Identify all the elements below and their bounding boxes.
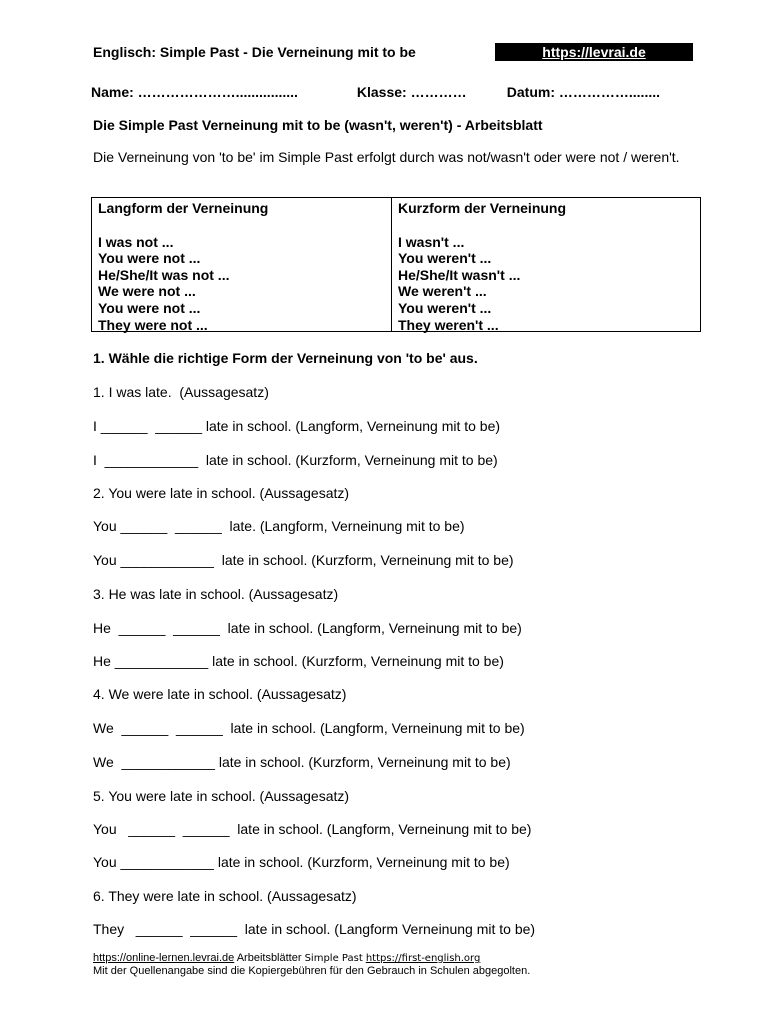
fill-in-line[interactable]: I ____________ late in school. (Kurzform, Verneinung mit to be) (93, 452, 498, 468)
short-form-column (392, 198, 700, 331)
name-field[interactable]: Name: …………………................ (91, 84, 298, 100)
fill-in-line[interactable]: I ______ ______ late in school. (Langform, Verneinung mit to be) (93, 418, 501, 434)
long-form-row: He/She/It was not ... (98, 266, 230, 283)
prompt-sentence: 2. You were late in school. (Aussagesatz) (93, 485, 350, 501)
header-website-link[interactable]: https://levrai.de (495, 43, 693, 61)
long-form-column (92, 198, 392, 331)
short-form-row: He/She/It wasn't ... (398, 266, 521, 283)
long-form-row: You were not ... (98, 250, 201, 267)
fill-in-line[interactable]: We ____________ late in school. (Kurzform, Verneinung mit to be) (93, 754, 511, 770)
short-form-row: You weren't ... (398, 250, 492, 267)
short-form-row: You weren't ... (398, 299, 492, 316)
exercise-heading: 1. Wähle die richtige Form der Verneinung von 'to be' aus. (93, 350, 478, 366)
long-form-row: I was not ... (98, 233, 174, 250)
fill-in-line[interactable]: You ____________ late in school. (Kurzform, Verneinung mit to be) (93, 552, 514, 568)
student-info-row (91, 84, 660, 100)
sheet-title: Die Simple Past Verneinung mit to be (wasn't, weren't) - Arbeitsblatt (93, 117, 543, 133)
short-form-header: Kurzform der Verneinung (398, 200, 567, 216)
footer-line-1 (93, 952, 530, 965)
fill-in-line[interactable]: He ______ ______ late in school. (Langform, Verneinung mit to be) (93, 620, 522, 636)
fill-in-line[interactable]: You ____________ late in school. (Kurzform, Verneinung mit to be) (93, 854, 510, 870)
footer-link-levrai[interactable]: https://online-lernen.levrai.de (93, 952, 235, 964)
prompt-sentence: 6. They were late in school. (Aussagesatz) (93, 888, 357, 904)
fill-in-line[interactable]: You ______ ______ late in school. (Langform, Verneinung mit to be) (93, 821, 532, 837)
page-footer (93, 952, 530, 978)
short-form-row: I wasn't ... (398, 233, 465, 250)
negation-forms-table (91, 197, 701, 332)
long-form-header: Langform der Verneinung (98, 200, 269, 216)
prompt-sentence: 1. I was late. (Aussagesatz) (93, 384, 269, 400)
footer-link-first-english[interactable]: https://first-english.org (365, 953, 481, 964)
fill-in-line[interactable]: He ____________ late in school. (Kurzform, Verneinung mit to be) (93, 653, 504, 669)
footer-worksheets-label: Arbeitsblätter (236, 952, 302, 964)
prompt-sentence: 4. We were late in school. (Aussagesatz) (93, 686, 347, 702)
fill-in-line[interactable]: You ______ ______ late. (Langform, Verneinung mit to be) (93, 518, 465, 534)
long-form-row: We were not ... (98, 283, 196, 300)
prompt-sentence: 3. He was late in school. (Aussagesatz) (93, 586, 339, 602)
fill-in-line[interactable]: They ______ ______ late in school. (Langform Verneinung mit to be) (93, 921, 536, 937)
fill-in-line[interactable]: We ______ ______ late in school. (Langform, Verneinung mit to be) (93, 720, 525, 736)
long-form-row: They were not ... (98, 316, 208, 333)
short-form-row: We weren't ... (398, 283, 487, 300)
short-form-row: They weren't ... (398, 316, 499, 333)
footer-topic-label: Simple Past (304, 953, 363, 964)
intro-text: Die Verneinung von 'to be' im Simple Past erfolgt durch was not/wasn't oder were not / weren't. (93, 149, 680, 165)
long-form-row: You were not ... (98, 299, 201, 316)
footer-copyright-note: Mit der Quellenangabe sind die Kopiergebühren für den Gebrauch in Schulen abgegolten. (93, 965, 531, 977)
worksheet-header-title: Englisch: Simple Past - Die Verneinung mit to be (93, 44, 416, 60)
klasse-field[interactable]: Klasse: ………… (356, 84, 467, 100)
datum-field[interactable]: Datum: ……………........ (506, 84, 661, 100)
prompt-sentence: 5. You were late in school. (Aussagesatz) (93, 788, 350, 804)
